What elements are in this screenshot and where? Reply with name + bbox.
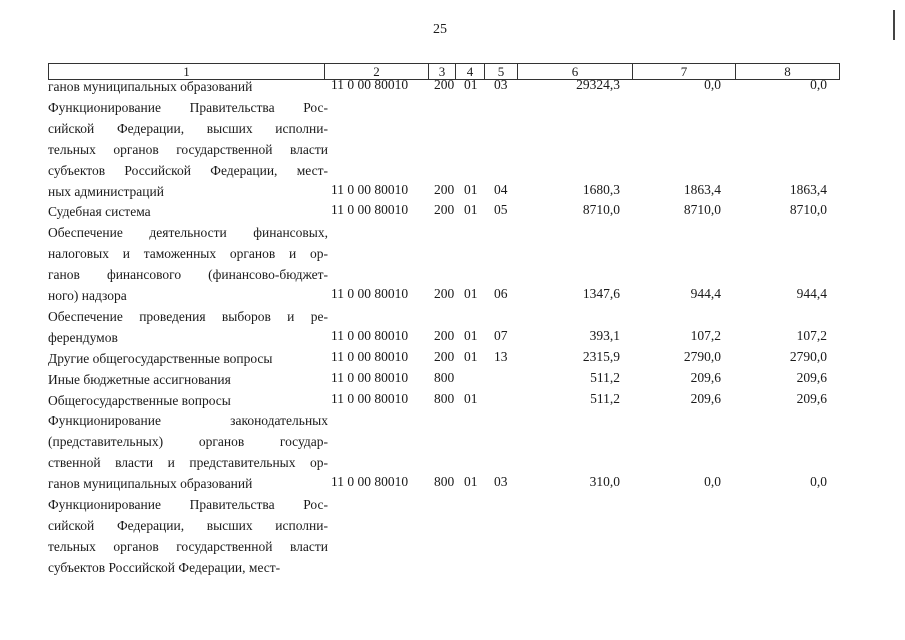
cell-vr: 800 xyxy=(434,474,455,490)
cell-value-8: 107,2 xyxy=(796,327,827,343)
cell-value-6: 29324,3 xyxy=(576,77,620,92)
cell-rz: 01 xyxy=(464,286,478,301)
cell-vr: 800 xyxy=(434,390,455,406)
cell-rz: 01 xyxy=(464,390,478,406)
row-description-line: тельных органов государственной власти xyxy=(48,141,328,157)
cell-code: 11 0 00 80010 xyxy=(331,474,409,490)
cell-value-6: 393,1 xyxy=(589,327,620,343)
cell-value-8: 8710,0 xyxy=(789,202,827,218)
row-description-line: Иные бюджетные ассигнования xyxy=(48,371,231,387)
cell-code: 11 0 00 80010 xyxy=(331,348,409,364)
cell-value-6: 310,0 xyxy=(589,474,620,490)
header-col-8: 8 xyxy=(784,64,791,79)
header-col-3: 3 xyxy=(429,64,456,79)
cell-rz: 01 xyxy=(464,474,478,490)
cell-pr: 06 xyxy=(494,286,508,301)
cell-value-8: 209,6 xyxy=(796,390,827,406)
row-description-line: ганов муниципальных образований xyxy=(48,476,253,492)
cell-value-8: 209,6 xyxy=(796,369,827,385)
cell-vr: 200 xyxy=(434,327,455,343)
header-col-4: 4 xyxy=(456,64,485,79)
cell-vr: 200 xyxy=(434,77,455,92)
cell-code: 11 0 00 80010 xyxy=(331,369,409,385)
row-description-line: ного) надзора xyxy=(48,288,127,303)
row-description-line: Обеспечение деятельности финансовых, xyxy=(48,225,328,241)
row-description-line: ственной власти и представительных ор- xyxy=(48,455,328,471)
cell-vr: 800 xyxy=(434,369,455,385)
row-description-line: ганов финансового (финансово-бюджет- xyxy=(48,267,328,283)
cell-value-7: 0,0 xyxy=(704,474,721,490)
row-description-line: тельных органов государственной власти xyxy=(48,538,328,554)
cell-code: 11 0 00 80010 xyxy=(331,286,409,301)
cell-pr: 05 xyxy=(494,202,508,218)
row-description-line: ферендумов xyxy=(48,329,118,345)
cell-value-8: 944,4 xyxy=(796,286,827,301)
cell-code: 11 0 00 80010 xyxy=(331,202,409,218)
cell-pr: 13 xyxy=(494,348,508,364)
cell-value-7: 209,6 xyxy=(690,390,721,406)
row-description-line: Функционирование законодательных xyxy=(48,413,328,429)
header-col-2: 2 xyxy=(325,64,429,79)
cell-pr: 03 xyxy=(494,474,508,490)
row-description-line: сийской Федерации, высших исполни- xyxy=(48,120,328,136)
page-number: 25 xyxy=(433,22,447,37)
row-description-line: (представительных) органов государ- xyxy=(48,434,328,450)
cell-rz: 01 xyxy=(464,327,478,343)
cell-code: 11 0 00 80010 xyxy=(331,390,409,406)
cell-value-6: 8710,0 xyxy=(582,202,620,218)
cell-value-7: 8710,0 xyxy=(683,202,721,218)
cell-value-6: 511,2 xyxy=(590,390,620,406)
cell-value-7: 944,4 xyxy=(690,286,721,301)
cell-value-7: 1863,4 xyxy=(683,181,721,197)
cell-value-8: 1863,4 xyxy=(789,181,827,197)
cell-vr: 200 xyxy=(434,286,455,301)
cell-code: 11 0 00 80010 xyxy=(331,181,409,197)
cell-value-6: 1680,3 xyxy=(582,181,620,197)
cell-pr: 04 xyxy=(494,181,508,197)
cell-vr: 200 xyxy=(434,202,455,218)
row-description-line: ганов муниципальных образований xyxy=(48,79,253,94)
cell-value-8: 0,0 xyxy=(810,474,827,490)
cell-value-6: 2315,9 xyxy=(582,348,620,364)
row-description-line: налоговых и таможенных органов и ор- xyxy=(48,246,328,262)
cell-value-7: 107,2 xyxy=(690,327,721,343)
cell-value-7: 0,0 xyxy=(704,77,721,92)
cell-code: 11 0 00 80010 xyxy=(331,77,409,92)
cell-rz: 01 xyxy=(464,348,478,364)
cell-value-8: 2790,0 xyxy=(789,348,827,364)
row-description-line: Судебная система xyxy=(48,204,151,220)
row-description-line: ных администраций xyxy=(48,183,164,199)
header-col-5: 5 xyxy=(485,64,518,79)
cell-vr: 200 xyxy=(434,348,455,364)
cell-value-7: 2790,0 xyxy=(683,348,721,364)
row-description-line: субъектов Российской Федерации, мест- xyxy=(48,559,281,575)
header-col-7: 7 xyxy=(633,64,736,79)
cell-pr: 03 xyxy=(494,77,508,92)
cell-vr: 200 xyxy=(434,181,455,197)
row-description-line: Общегосударственные вопросы xyxy=(48,392,231,408)
header-col-1: 1 xyxy=(49,64,325,79)
row-description-line: сийской Федерации, высших исполни- xyxy=(48,517,328,533)
row-description-line: Обеспечение проведения выборов и ре- xyxy=(48,308,328,324)
cell-value-7: 209,6 xyxy=(690,369,721,385)
page-edge-mark xyxy=(893,10,895,40)
cell-rz: 01 xyxy=(464,77,478,92)
cell-value-6: 511,2 xyxy=(590,369,620,385)
cell-rz: 01 xyxy=(464,181,478,197)
row-description-line: Функционирование Правительства Рос- xyxy=(48,497,328,512)
row-description-line: субъектов Российской Федерации, мест- xyxy=(48,162,328,178)
cell-code: 11 0 00 80010 xyxy=(331,327,409,343)
row-description-line: Другие общегосударственные вопросы xyxy=(48,350,273,366)
cell-value-6: 1347,6 xyxy=(582,286,620,301)
row-description-line: Функционирование Правительства Рос- xyxy=(48,99,328,115)
header-col-6: 6 xyxy=(518,64,633,79)
cell-pr: 07 xyxy=(494,327,508,343)
cell-rz: 01 xyxy=(464,202,478,218)
cell-value-8: 0,0 xyxy=(810,77,827,92)
